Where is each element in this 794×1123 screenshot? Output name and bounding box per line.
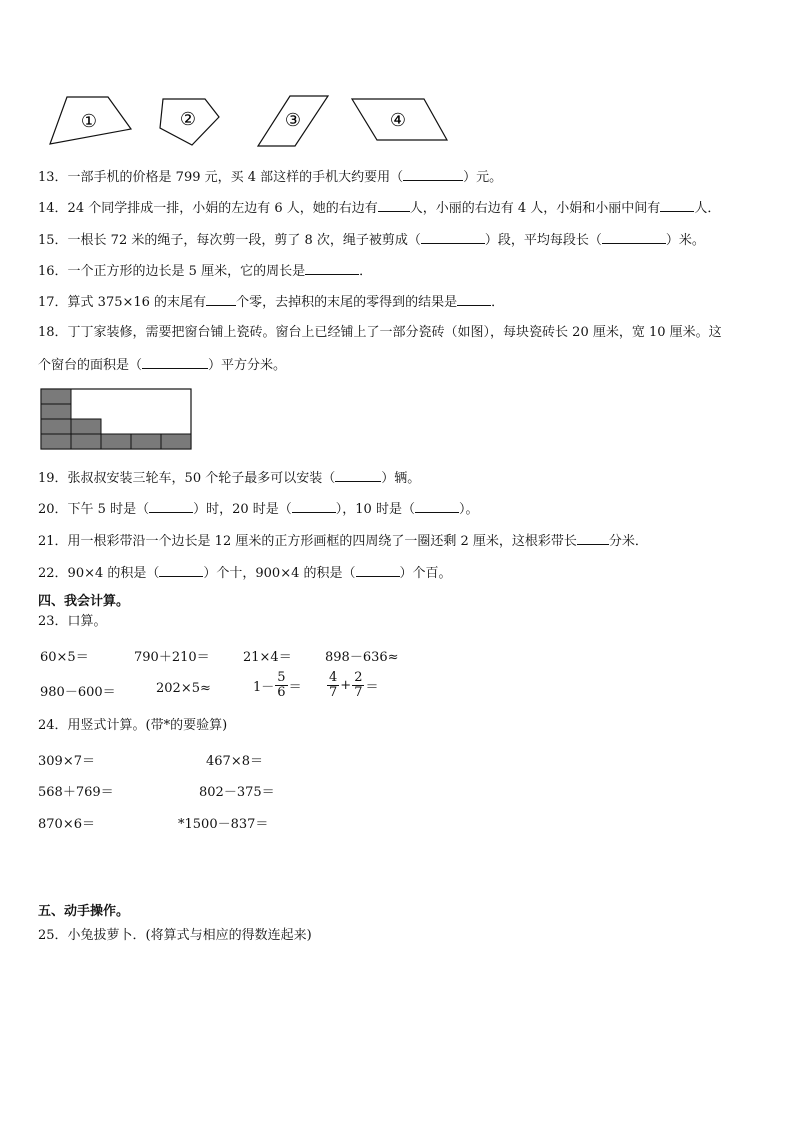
answer-blank[interactable] bbox=[660, 199, 694, 212]
question-16: 16．一个正方形的边长是 5 厘米，它的周长是 ． bbox=[38, 264, 373, 279]
shape-2-label: ② bbox=[179, 109, 197, 130]
shape-1-trapezoid bbox=[50, 97, 131, 144]
answer-blank[interactable] bbox=[292, 500, 336, 513]
answer-blank[interactable] bbox=[378, 199, 410, 212]
fraction: $\frac{2}{7}$ bbox=[354, 670, 363, 700]
answer-blank[interactable] bbox=[421, 231, 485, 244]
question-23-title: 23．口算。 bbox=[38, 614, 107, 629]
oral-calc-3: 21×4＝ bbox=[243, 650, 292, 665]
shape-1-label: ① bbox=[80, 111, 98, 132]
answer-blank[interactable] bbox=[415, 500, 459, 513]
question-25: 25．小兔拔萝卜．(将算式与相应的得数连起来) bbox=[38, 928, 312, 943]
question-18-line-1: 18．丁丁家装修，需要把窗台铺上瓷砖。窗台上已经铺上了一部分瓷砖（如图），每块瓷砖长 20 厘米，宽 10 厘米。这 bbox=[38, 325, 722, 340]
oral-calc-6: 202×5≈ bbox=[156, 681, 211, 696]
vertical-calc-1: 309×7＝ bbox=[38, 754, 95, 769]
answer-blank[interactable] bbox=[305, 262, 359, 275]
shape-figures bbox=[0, 0, 794, 150]
answer-blank[interactable] bbox=[142, 356, 208, 369]
answer-blank[interactable] bbox=[577, 532, 609, 545]
windowsill-tile-figure bbox=[0, 385, 794, 455]
fraction: $\frac{4}{7}$ bbox=[329, 670, 338, 700]
oral-calc-fraction-2: $\frac{4}{7}$ + $\frac{2}{7}$ ＝ bbox=[329, 670, 379, 700]
section-4-heading: 四、我会计算。 bbox=[38, 594, 130, 609]
question-22: 22．90×4 的积是（ ）个十，900×4 的积是（ ）个百。 bbox=[38, 566, 452, 581]
question-17: 17．算式 375×16 的末尾有 个零，去掉积的末尾的零得到的结果是 ． bbox=[38, 295, 505, 310]
shape-4-parallelogram bbox=[352, 99, 447, 140]
oral-calc-5: 980－600＝ bbox=[40, 685, 116, 700]
question-19: 19．张叔叔安装三轮车，50 个轮子最多可以安装（ ）辆。 bbox=[38, 471, 421, 486]
answer-blank[interactable] bbox=[206, 293, 236, 306]
question-21: 21．用一根彩带沿一个边长是 12 厘米的正方形画框的四周绕了一圈还剩 2 厘米，这根彩带长 分米． bbox=[38, 534, 648, 549]
answer-blank[interactable] bbox=[403, 168, 463, 181]
answer-blank[interactable] bbox=[356, 564, 400, 577]
shape-3-parallelogram bbox=[258, 96, 328, 146]
oral-calc-fraction-1: 1－ $\frac{5}{6}$ ＝ bbox=[253, 670, 302, 700]
answer-blank[interactable] bbox=[149, 500, 193, 513]
vertical-calc-5: 870×6＝ bbox=[38, 817, 95, 832]
vertical-calc-3: 568＋769＝ bbox=[38, 785, 114, 800]
oral-calc-4: 898－636≈ bbox=[325, 650, 399, 665]
question-13: 13．一部手机的价格是 799 元，买 4 部这样的手机大约要用（ ）元。 bbox=[38, 170, 503, 185]
answer-blank[interactable] bbox=[159, 564, 203, 577]
oral-calc-2: 790＋210＝ bbox=[134, 650, 210, 665]
vertical-calc-6: *1500－837＝ bbox=[178, 817, 269, 832]
shape-4-label: ④ bbox=[389, 110, 407, 131]
question-24-title: 24．用竖式计算。(带*的要验算) bbox=[38, 718, 228, 733]
fraction: $\frac{5}{6}$ bbox=[277, 670, 286, 700]
question-20: 20．下午 5 时是（ ）时，20 时是（ ），10 时是（ ）。 bbox=[38, 502, 479, 517]
section-5-heading: 五、动手操作。 bbox=[38, 904, 130, 919]
answer-blank[interactable] bbox=[335, 469, 381, 482]
answer-blank[interactable] bbox=[602, 231, 666, 244]
oral-calc-1: 60×5＝ bbox=[40, 650, 89, 665]
vertical-calc-2: 467×8＝ bbox=[206, 754, 263, 769]
question-18-line-2: 个窗台的面积是（ ）平方分米。 bbox=[38, 358, 287, 373]
answer-blank[interactable] bbox=[457, 293, 491, 306]
question-14: 14．24 个同学排成一排，小娟的左边有 6 人，她的右边有 人，小丽的右边有 4 人，小娟和小丽中间有 人． bbox=[38, 201, 721, 216]
question-15: 15．一根长 72 米的绳子，每次剪一段，剪了 8 次，绳子被剪成（ ）段，平均每段长（ ）米。 bbox=[38, 233, 705, 248]
shape-2-pentagon bbox=[160, 99, 219, 145]
vertical-calc-4: 802－375＝ bbox=[199, 785, 275, 800]
shape-3-label: ③ bbox=[284, 110, 302, 131]
